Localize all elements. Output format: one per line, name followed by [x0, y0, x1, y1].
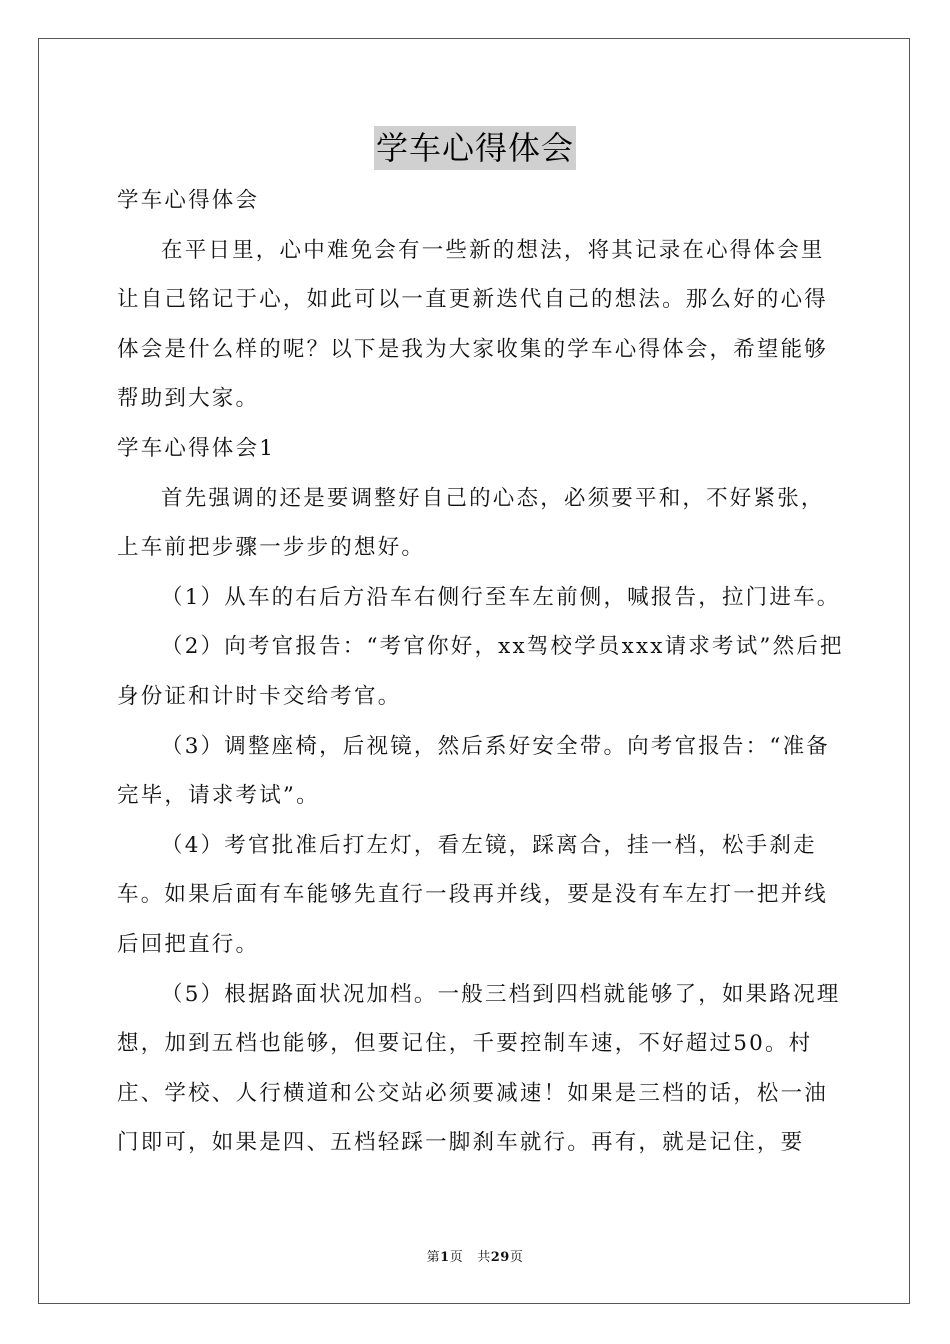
page-suffix: 页 [449, 1250, 464, 1265]
paragraph: （2）向考官报告：“考官你好，xx驾校学员xxx请求考试”然后把身份证和计时卡交给考官。 [117, 634, 844, 709]
page-footer [0, 1246, 950, 1265]
paragraph: （4）考官批准后打左灯，看左镜，踩离合，挂一档，松手刹走车。如果后面有车能够先直行一段再并线，要是没有车左打一把并线后回把直行。 [117, 832, 829, 957]
total-pages: 29 [490, 1250, 510, 1265]
paragraph: （3）调整座椅，后视镜，然后系好安全带。向考官报告：“准备完毕，请求考试”。 [117, 733, 830, 809]
paragraph: 在平日里，心中难免会有一些新的想法，将其记录在心得体会里让自己铭记于心，如此可以一直更新迭代自己的想法。那么好的心得体会是什么样的呢？以下是我为大家收集的学车心得体会，希望能够帮助到大家。 [117, 237, 829, 412]
page-prefix: 第 [426, 1250, 441, 1265]
section-heading: 学车心得体会1 [117, 435, 276, 461]
document-body [117, 176, 847, 1168]
total-prefix: 共 [477, 1250, 491, 1265]
page-number: 1 [440, 1250, 450, 1265]
paragraph: （5）根据路面状况加档。一般三档到四档就能够了，如果路况理想，加到五档也能够，但要记住，千要控制车速，不好超过50。村庄、学校、人行横道和公交站必须要减速！如果是三档的话，松一油门即可，如果是四、五档轻踩一脚刹车就行。再有，就是记住，要 [117, 981, 841, 1156]
title-container [0, 126, 950, 170]
paragraph: 首先强调的还是要调整好自己的心态，必须要平和，不好紧张，上车前把步骤一步步的想好。 [117, 485, 825, 561]
paragraph: 学车心得体会 [117, 188, 260, 213]
total-suffix: 页 [509, 1250, 524, 1265]
document-title: 学车心得体会 [374, 126, 576, 170]
paragraph: （1）从车的右后方沿车右侧行至车左前侧，喊报告，拉门进车。 [161, 584, 841, 610]
